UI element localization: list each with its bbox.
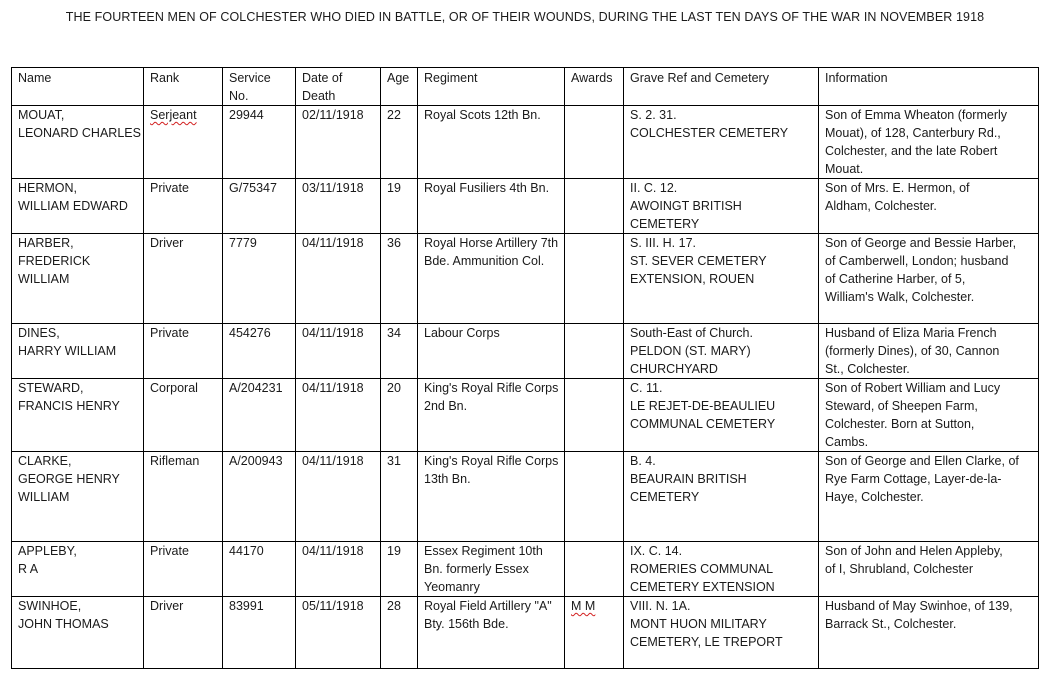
regiment-cell: Essex Regiment 10th Bn. formerly Essex Yeomanry [418,542,565,597]
table-row [12,179,1039,234]
table-row [12,234,1039,324]
age-cell: 31 [381,452,418,542]
header-rank: Rank [144,68,223,106]
age-cell: 36 [381,234,418,324]
name-cell: DINES, HARRY WILLIAM [12,324,144,379]
service-no-cell: G/75347 [223,179,296,234]
header-service-no: Service No. [223,68,296,106]
rank-cell: Private [144,179,223,234]
age-cell: 20 [381,379,418,452]
date-cell: 04/11/1918 [296,452,381,542]
date-cell: 04/11/1918 [296,234,381,324]
rank-cell: Private [144,542,223,597]
table-row [12,379,1039,452]
rank-cell: Driver [144,597,223,669]
table-row [12,324,1039,379]
information-cell: Husband of Eliza Maria French (formerly Dines), of 30, Cannon St., Colchester. [819,324,1039,379]
grave-cell: S. 2. 31. COLCHESTER CEMETERY [624,106,819,179]
information-cell: Son of John and Helen Appleby, of I, Shrubland, Colchester [819,542,1039,597]
regiment-cell: Royal Horse Artillery 7th Bde. Ammunition Col. [418,234,565,324]
regiment-cell: King's Royal Rifle Corps 2nd Bn. [418,379,565,452]
rank-cell: Corporal [144,379,223,452]
awards-cell [565,179,624,234]
age-cell: 34 [381,324,418,379]
name-cell: CLARKE, GEORGE HENRY WILLIAM [12,452,144,542]
age-cell: 28 [381,597,418,669]
header-age: Age [381,68,418,106]
awards-cell [565,452,624,542]
table-row [12,597,1039,669]
grave-cell: VIII. N. 1A. MONT HUON MILITARY CEMETERY, LE TREPORT [624,597,819,669]
information-cell: Son of George and Bessie Harber, of Camberwell, London; husband of Catherine Harber, of 5, William's Walk, Colchester. [819,234,1039,324]
document-title: THE FOURTEEN MEN OF COLCHESTER WHO DIED IN BATTLE, OR OF THEIR WOUNDS, DURING THE LAST TEN DAYS OF THE WAR IN NOVEMBER 1918 [65,10,985,24]
name-cell: HERMON, WILLIAM EDWARD [12,179,144,234]
regiment-cell: Royal Fusiliers 4th Bn. [418,179,565,234]
service-no-cell: A/204231 [223,379,296,452]
information-cell: Son of Robert William and Lucy Steward, of Sheepen Farm, Colchester. Born at Sutton, Cambs. [819,379,1039,452]
service-no-cell: A/200943 [223,452,296,542]
rank-cell: Rifleman [144,452,223,542]
information-cell: Son of Mrs. E. Hermon, of Aldham, Colchester. [819,179,1039,234]
grave-cell: C. 11. LE REJET-DE-BEAULIEU COMMUNAL CEMETERY [624,379,819,452]
table-row [12,106,1039,179]
service-no-cell: 83991 [223,597,296,669]
awards-cell [565,542,624,597]
table-row [12,542,1039,597]
header-regiment: Regiment [418,68,565,106]
regiment-cell: Labour Corps [418,324,565,379]
name-cell: APPLEBY, R A [12,542,144,597]
rank-cell: Private [144,324,223,379]
name-cell: STEWARD, FRANCIS HENRY [12,379,144,452]
awards-cell [565,379,624,452]
information-cell: Son of Emma Wheaton (formerly Mouat), of 128, Canterbury Rd., Colchester, and the late Robert Mouat. [819,106,1039,179]
rank-cell: Driver [144,234,223,324]
date-cell: 04/11/1918 [296,379,381,452]
rank-cell: Serjeant [144,106,223,179]
grave-cell: II. C. 12. AWOINGT BRITISH CEMETERY [624,179,819,234]
date-cell: 05/11/1918 [296,597,381,669]
regiment-cell: Royal Scots 12th Bn. [418,106,565,179]
awards-cell [565,324,624,379]
regiment-cell: Royal Field Artillery "A" Bty. 156th Bde. [418,597,565,669]
date-cell: 04/11/1918 [296,542,381,597]
casualty-table [11,67,1039,669]
age-cell: 19 [381,179,418,234]
date-cell: 04/11/1918 [296,324,381,379]
header-row [12,68,1039,106]
regiment-cell: King's Royal Rifle Corps 13th Bn. [418,452,565,542]
header-information: Information [819,68,1039,106]
name-cell: SWINHOE, JOHN THOMAS [12,597,144,669]
awards-cell: M M [565,597,624,669]
name-cell: MOUAT, LEONARD CHARLES [12,106,144,179]
service-no-cell: 7779 [223,234,296,324]
information-cell: Son of George and Ellen Clarke, of Rye Farm Cottage, Layer-de-la- Haye, Colchester. [819,452,1039,542]
service-no-cell: 29944 [223,106,296,179]
table-row [12,452,1039,542]
age-cell: 22 [381,106,418,179]
age-cell: 19 [381,542,418,597]
awards-cell [565,234,624,324]
grave-cell: IX. C. 14. ROMERIES COMMUNAL CEMETERY EXTENSION [624,542,819,597]
header-awards: Awards [565,68,624,106]
grave-cell: S. III. H. 17. ST. SEVER CEMETERY EXTENSION, ROUEN [624,234,819,324]
name-cell: HARBER, FREDERICK WILLIAM [12,234,144,324]
information-cell: Husband of May Swinhoe, of 139, Barrack St., Colchester. [819,597,1039,669]
date-cell: 02/11/1918 [296,106,381,179]
header-grave: Grave Ref and Cemetery [624,68,819,106]
date-cell: 03/11/1918 [296,179,381,234]
grave-cell: B. 4. BEAURAIN BRITISH CEMETERY [624,452,819,542]
service-no-cell: 454276 [223,324,296,379]
grave-cell: South-East of Church. PELDON (ST. MARY) CHURCHYARD [624,324,819,379]
header-date-of-death: Date of Death [296,68,381,106]
header-name: Name [12,68,144,106]
service-no-cell: 44170 [223,542,296,597]
awards-cell [565,106,624,179]
